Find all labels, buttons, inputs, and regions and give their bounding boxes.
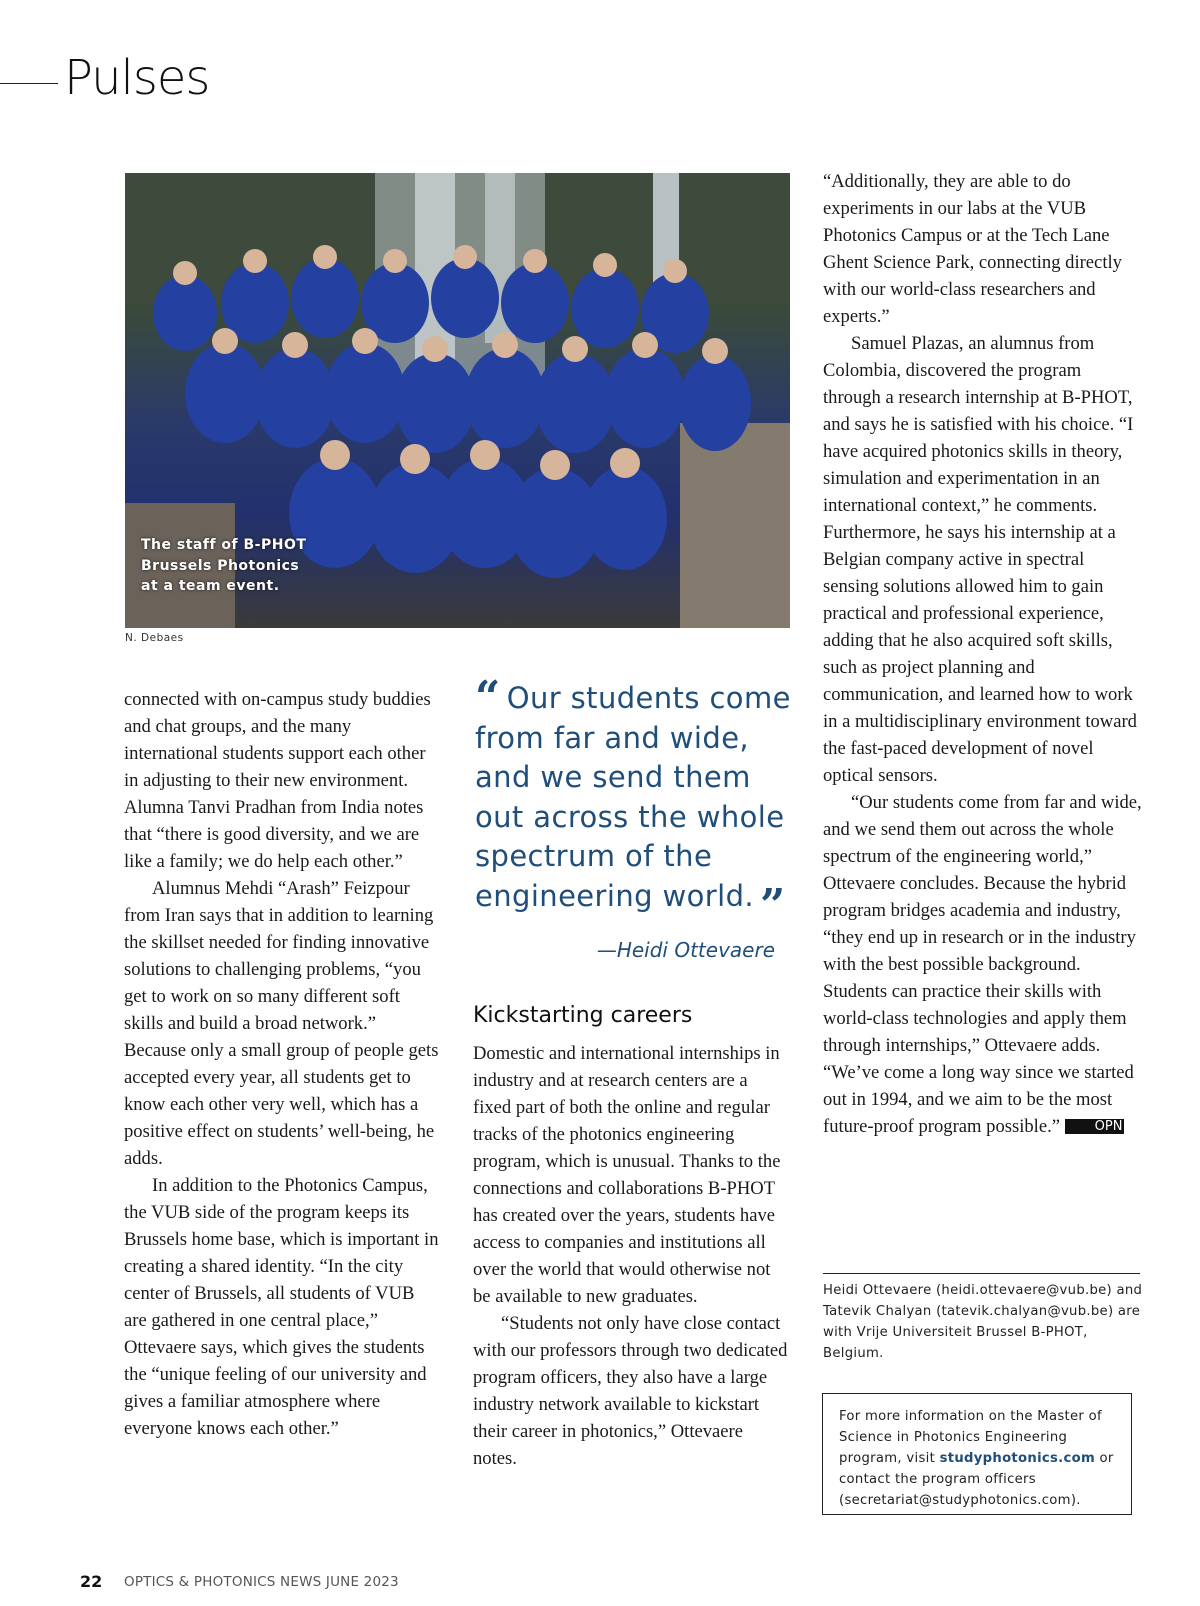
page-number: 22 [80, 1572, 103, 1591]
article-column-3 [823, 168, 1143, 1140]
photo-credit: N. Debaes [125, 632, 184, 644]
close-quote-icon: ” [760, 879, 786, 931]
article-column-2 [473, 1040, 789, 1472]
end-tag: OPN [1065, 1119, 1125, 1134]
section-rule [0, 83, 58, 84]
pull-quote-attribution: —Heidi Ottevaere [596, 938, 775, 962]
body-paragraph-final [823, 789, 1143, 1140]
body-paragraph: Domestic and international internships in industry and at research centers are a fixed part of both the online and regular tracks of the photonics engineering program, which is unusual. Thanks to the connections and collaborations B-PHOT has created over the years, students have access to companies and institutions all over the world that would otherwise not be available to new graduates. [473, 1043, 781, 1307]
section-title: Pulses [64, 50, 210, 106]
photo-caption: The staff of B-PHOT Brussels Photonics at a team event. [141, 537, 307, 594]
info-box [822, 1393, 1132, 1515]
body-paragraph: connected with on-campus study buddies and chat groups, and the many international students support each other in adjusting to their new environment. Alumna Tanvi Pradhan from India notes that “there is good diversity, and we are like a family; we do help each other.” [124, 689, 431, 872]
body-paragraph: Alumnus Mehdi “Arash” Feizpour from Iran says that in addition to learning the skillset needed for finding innovative solutions to challenging problems, “you get to work on so many different soft skills and build a broad network.” Because only a small group of people gets accepted every year, all students get to know each other very well, which has a positive effect on students’ well-being, he adds. [124, 878, 439, 1169]
group-photo [125, 173, 790, 628]
info-box-link[interactable]: studyphotonics.com [939, 1451, 1095, 1466]
open-quote-icon: “ [475, 672, 501, 723]
publication-title: OPTICS & PHOTONICS NEWS JUNE 2023 [124, 1574, 399, 1590]
body-paragraph: “Students not only have close contact with our professors through two dedicated program officers, they also have a large industry network available to kickstart their career in photonics,” Ottevaere notes. [473, 1313, 788, 1469]
info-box-lead: For more information on the Master of Science in Photonics Engineering program, visit [839, 1409, 1102, 1466]
section-heading: Kickstarting careers [473, 1003, 693, 1028]
pull-quote [475, 672, 795, 931]
body-paragraph: “Additionally, they are able to do experiments in our labs at the VUB Photonics Campus or at the Tech Lane Ghent Science Park, connecting directly with our world-class researchers and experts.” [823, 171, 1122, 327]
body-paragraph: Samuel Plazas, an alumnus from Colombia, discovered the program through a research internship at B-PHOT, and says he is satisfied with his choice. “I have acquired photonics skills in theory, simulation and experimentation in an international context,” he comments. Furthermore, he says his internship at a Belgian company active in spectral sensing solutions allowed him to gain practical and professional experience, adding that he also acquired soft skills, such as project planning and communication, and learned how to work in a multidisciplinary environment toward the fast-paced development of novel optical sensors. [823, 333, 1137, 786]
author-bio: Heidi Ottevaere (heidi.ottevaere@vub.be) and Tatevik Chalyan (tatevik.chalyan@vub.be) are with Vrije Universiteit Brussel B-PHOT, Belgium. [823, 1283, 1143, 1361]
bio-divider [823, 1273, 1140, 1274]
article-column-1 [124, 686, 440, 1442]
pull-quote-text: Our students come from far and wide, and we send them out across the whole spectrum of the engineering world. [475, 681, 791, 913]
info-box-tail: or contact the program officers (secretariat@studyphotonics.com). [839, 1451, 1114, 1508]
final-paragraph-text: “Our students come from far and wide, and we send them out across the whole spectrum of the engineering world,” Ottevaere concludes. Because the hybrid program bridges academia and industry, “they end up in research or in the industry with the best possible background. Students can practice their skills with world-class technologies and apply them through internships,” Ottevaere adds. “We’ve come a long way since we started out in 1994, and we aim to be the most future-proof program possible.” [823, 792, 1142, 1137]
body-paragraph: In addition to the Photonics Campus, the VUB side of the program keeps its Brussels home base, which is important in creating a shared identity. “In the city center of Brussels, all students of VUB are gathered in one central place,” Ottevaere says, which gives the students the “unique feeling of our university and gives a familiar atmosphere where everyone knows each other.” [124, 1175, 439, 1439]
